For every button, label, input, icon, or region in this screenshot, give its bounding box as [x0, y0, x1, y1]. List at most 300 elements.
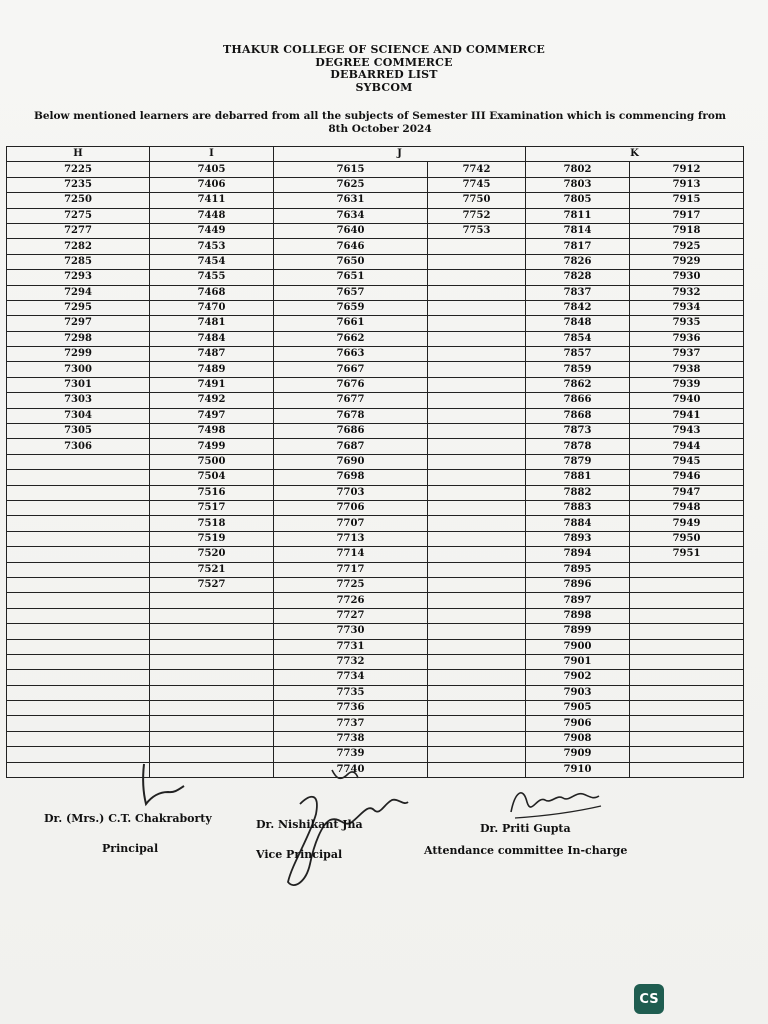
table-cell: 7859 — [526, 362, 630, 377]
table-cell — [7, 731, 150, 746]
table-row — [7, 701, 744, 716]
table-cell — [428, 685, 526, 700]
table-cell — [7, 531, 150, 546]
table-cell: 7453 — [150, 239, 274, 254]
table-cell: 7894 — [526, 547, 630, 562]
table-row — [7, 485, 744, 500]
table-cell: 7499 — [150, 439, 274, 454]
table-cell: 7947 — [630, 485, 744, 500]
table-cell: 7929 — [630, 254, 744, 269]
table-cell — [428, 716, 526, 731]
table-cell: 7873 — [526, 424, 630, 439]
table-cell — [428, 624, 526, 639]
table-row — [7, 608, 744, 623]
table-cell: 7661 — [274, 316, 428, 331]
table-body — [7, 162, 744, 778]
table-cell: 7814 — [526, 223, 630, 238]
table-cell: 7235 — [7, 177, 150, 192]
table-cell: 7406 — [150, 177, 274, 192]
table-cell — [7, 485, 150, 500]
table-cell: 7805 — [526, 193, 630, 208]
table-cell — [7, 624, 150, 639]
table-cell — [428, 701, 526, 716]
table-cell — [428, 454, 526, 469]
table-cell: 7659 — [274, 300, 428, 315]
table-cell — [428, 516, 526, 531]
table-cell: 7868 — [526, 408, 630, 423]
principal-title: Principal — [102, 842, 159, 855]
table-cell: 7909 — [526, 747, 630, 762]
table-cell: 7900 — [526, 639, 630, 654]
table-row — [7, 654, 744, 669]
table-cell — [428, 439, 526, 454]
table-cell: 7902 — [526, 670, 630, 685]
table-cell: 7498 — [150, 424, 274, 439]
class-name: SYBCOM — [355, 80, 413, 94]
table-cell — [428, 747, 526, 762]
table-cell: 7304 — [7, 408, 150, 423]
table-cell: 7742 — [428, 162, 526, 177]
column-header-j: J — [274, 147, 526, 162]
table-cell: 7484 — [150, 331, 274, 346]
table-cell — [7, 608, 150, 623]
table-row — [7, 577, 744, 592]
table-cell: 7903 — [526, 685, 630, 700]
table-cell: 7950 — [630, 531, 744, 546]
table-cell — [7, 454, 150, 469]
table-cell: 7882 — [526, 485, 630, 500]
table-cell: 7932 — [630, 285, 744, 300]
table-cell — [7, 516, 150, 531]
attendance-incharge-signature — [505, 782, 605, 824]
column-header-h: H — [7, 147, 150, 162]
table-cell: 7481 — [150, 316, 274, 331]
college-name: THAKUR COLLEGE OF SCIENCE AND COMMERCE — [222, 43, 546, 56]
table-cell: 7881 — [526, 470, 630, 485]
table-cell: 7663 — [274, 347, 428, 362]
table-cell — [428, 239, 526, 254]
table-cell: 7817 — [526, 239, 630, 254]
table-cell — [150, 670, 274, 685]
table-cell: 7646 — [274, 239, 428, 254]
table-cell — [630, 747, 744, 762]
table-cell: 7303 — [7, 393, 150, 408]
table-row — [7, 270, 744, 285]
table-cell: 7714 — [274, 547, 428, 562]
table-cell: 7676 — [274, 377, 428, 392]
table-cell — [428, 639, 526, 654]
table-cell — [630, 654, 744, 669]
table-cell: 7937 — [630, 347, 744, 362]
table-cell — [428, 331, 526, 346]
table-cell: 7936 — [630, 331, 744, 346]
table-cell: 7295 — [7, 300, 150, 315]
table-cell: 7905 — [526, 701, 630, 716]
table-cell: 7734 — [274, 670, 428, 685]
table-cell — [7, 639, 150, 654]
table-cell: 7752 — [428, 208, 526, 223]
table-cell: 7930 — [630, 270, 744, 285]
table-cell: 7625 — [274, 177, 428, 192]
table-cell — [428, 500, 526, 515]
table-row — [7, 500, 744, 515]
table-cell: 7504 — [150, 470, 274, 485]
table-cell — [7, 470, 150, 485]
table-cell: 7717 — [274, 562, 428, 577]
table-cell: 7520 — [150, 547, 274, 562]
table-cell: 7735 — [274, 685, 428, 700]
table-cell: 7725 — [274, 577, 428, 592]
table-cell — [150, 701, 274, 716]
table-cell: 7519 — [150, 531, 274, 546]
table-cell: 7753 — [428, 223, 526, 238]
table-cell — [630, 639, 744, 654]
table-row — [7, 377, 744, 392]
table-cell: 7935 — [630, 316, 744, 331]
table-cell: 7405 — [150, 162, 274, 177]
table-cell: 7910 — [526, 762, 630, 777]
table-cell — [428, 424, 526, 439]
attendance-incharge-title: Attendance committee In-charge — [424, 844, 628, 857]
table-row — [7, 762, 744, 777]
table-cell: 7277 — [7, 223, 150, 238]
table-cell: 7948 — [630, 500, 744, 515]
table-cell: 7915 — [630, 193, 744, 208]
table-cell — [428, 547, 526, 562]
table-cell: 7518 — [150, 516, 274, 531]
table-cell: 7690 — [274, 454, 428, 469]
table-cell: 7250 — [7, 193, 150, 208]
table-cell — [7, 685, 150, 700]
table-cell — [630, 670, 744, 685]
table-cell: 7411 — [150, 193, 274, 208]
table-cell: 7837 — [526, 285, 630, 300]
table-row — [7, 531, 744, 546]
table-cell — [428, 254, 526, 269]
table-header-row — [7, 147, 744, 162]
table-cell: 7901 — [526, 654, 630, 669]
table-cell: 7631 — [274, 193, 428, 208]
table-cell: 7517 — [150, 500, 274, 515]
table-cell: 7527 — [150, 577, 274, 592]
principal-name: Dr. (Mrs.) C.T. Chakraborty — [44, 812, 212, 825]
document-header — [0, 44, 768, 94]
table-row — [7, 193, 744, 208]
table-cell: 7917 — [630, 208, 744, 223]
table-cell: 7449 — [150, 223, 274, 238]
table-cell — [7, 547, 150, 562]
table-cell: 7951 — [630, 547, 744, 562]
table-cell: 7299 — [7, 347, 150, 362]
table-cell: 7913 — [630, 177, 744, 192]
table-cell — [630, 624, 744, 639]
table-cell: 7726 — [274, 593, 428, 608]
table-cell: 7940 — [630, 393, 744, 408]
table-cell: 7706 — [274, 500, 428, 515]
table-row — [7, 162, 744, 177]
table-cell: 7943 — [630, 424, 744, 439]
table-cell — [428, 393, 526, 408]
table-cell — [630, 762, 744, 777]
table-cell: 7727 — [274, 608, 428, 623]
table-cell: 7854 — [526, 331, 630, 346]
table-row — [7, 393, 744, 408]
table-cell — [428, 731, 526, 746]
table-cell: 7731 — [274, 639, 428, 654]
table-row — [7, 547, 744, 562]
table-cell — [630, 716, 744, 731]
table-cell — [7, 593, 150, 608]
table-row — [7, 177, 744, 192]
table-cell: 7946 — [630, 470, 744, 485]
camscanner-badge: CS — [634, 984, 664, 1014]
table-cell — [150, 593, 274, 608]
table-cell: 7912 — [630, 162, 744, 177]
table-row — [7, 747, 744, 762]
table-cell — [428, 377, 526, 392]
table-cell: 7306 — [7, 439, 150, 454]
table-cell: 7300 — [7, 362, 150, 377]
table-row — [7, 562, 744, 577]
table-cell: 7740 — [274, 762, 428, 777]
table-cell: 7282 — [7, 239, 150, 254]
table-row — [7, 731, 744, 746]
vice-principal-name: Dr. Nishikant Jha — [256, 818, 363, 831]
table-row — [7, 516, 744, 531]
table-cell: 7811 — [526, 208, 630, 223]
table-cell: 7945 — [630, 454, 744, 469]
table-cell — [7, 654, 150, 669]
table-cell: 7949 — [630, 516, 744, 531]
table-cell: 7468 — [150, 285, 274, 300]
table-row — [7, 685, 744, 700]
table-cell: 7732 — [274, 654, 428, 669]
table-cell: 7667 — [274, 362, 428, 377]
table-row — [7, 316, 744, 331]
table-cell: 7651 — [274, 270, 428, 285]
table-cell — [150, 716, 274, 731]
table-cell: 7492 — [150, 393, 274, 408]
table-cell: 7686 — [274, 424, 428, 439]
table-cell: 7301 — [7, 377, 150, 392]
table-cell: 7938 — [630, 362, 744, 377]
table-cell: 7884 — [526, 516, 630, 531]
table-cell: 7294 — [7, 285, 150, 300]
table-cell: 7454 — [150, 254, 274, 269]
table-cell: 7298 — [7, 331, 150, 346]
table-cell — [150, 731, 274, 746]
table-cell — [428, 593, 526, 608]
debarred-table — [6, 146, 744, 778]
table-cell: 7828 — [526, 270, 630, 285]
table-cell — [630, 608, 744, 623]
table-cell — [428, 408, 526, 423]
table-cell: 7939 — [630, 377, 744, 392]
table-cell — [428, 362, 526, 377]
table-cell: 7521 — [150, 562, 274, 577]
table-row — [7, 593, 744, 608]
table-cell: 7650 — [274, 254, 428, 269]
table-row — [7, 424, 744, 439]
table-row — [7, 716, 744, 731]
table-cell — [428, 485, 526, 500]
table-cell — [428, 608, 526, 623]
table-row — [7, 208, 744, 223]
table-cell: 7470 — [150, 300, 274, 315]
table-cell — [7, 500, 150, 515]
table-cell — [7, 670, 150, 685]
table-cell — [428, 285, 526, 300]
table-cell: 7896 — [526, 577, 630, 592]
table-cell — [630, 701, 744, 716]
table-row — [7, 624, 744, 639]
table-row — [7, 223, 744, 238]
table-cell — [428, 562, 526, 577]
table-cell — [150, 685, 274, 700]
table-cell — [150, 639, 274, 654]
table-cell: 7862 — [526, 377, 630, 392]
table-cell — [428, 670, 526, 685]
table-cell: 7899 — [526, 624, 630, 639]
table-cell — [428, 270, 526, 285]
table-cell — [428, 300, 526, 315]
table-cell — [428, 577, 526, 592]
table-cell — [150, 608, 274, 623]
table-cell: 7275 — [7, 208, 150, 223]
table-cell: 7455 — [150, 270, 274, 285]
table-cell: 7866 — [526, 393, 630, 408]
table-cell — [428, 316, 526, 331]
table-cell: 7857 — [526, 347, 630, 362]
table-cell: 7713 — [274, 531, 428, 546]
table-cell: 7879 — [526, 454, 630, 469]
table-cell: 7491 — [150, 377, 274, 392]
table-row — [7, 347, 744, 362]
table-cell: 7895 — [526, 562, 630, 577]
table-cell: 7707 — [274, 516, 428, 531]
table-cell: 7878 — [526, 439, 630, 454]
table-row — [7, 300, 744, 315]
vice-principal-title: Vice Principal — [256, 848, 343, 861]
table-cell: 7657 — [274, 285, 428, 300]
table-cell — [7, 716, 150, 731]
table-cell: 7848 — [526, 316, 630, 331]
table-row — [7, 239, 744, 254]
degree-name: DEGREE COMMERCE — [315, 55, 453, 69]
table-cell — [150, 654, 274, 669]
table-cell: 7897 — [526, 593, 630, 608]
table-cell: 7730 — [274, 624, 428, 639]
table-cell: 7225 — [7, 162, 150, 177]
table-cell: 7738 — [274, 731, 428, 746]
table-cell: 7497 — [150, 408, 274, 423]
table-cell: 7297 — [7, 316, 150, 331]
table-cell: 7925 — [630, 239, 744, 254]
table-row — [7, 254, 744, 269]
table-cell: 7687 — [274, 439, 428, 454]
table-cell — [7, 577, 150, 592]
table-row — [7, 362, 744, 377]
table-cell: 7500 — [150, 454, 274, 469]
table-cell: 7934 — [630, 300, 744, 315]
table-cell: 7739 — [274, 747, 428, 762]
table-row — [7, 470, 744, 485]
table-cell: 7305 — [7, 424, 150, 439]
table-cell — [630, 562, 744, 577]
table-cell: 7737 — [274, 716, 428, 731]
table-cell — [150, 747, 274, 762]
table-row — [7, 639, 744, 654]
table-row — [7, 670, 744, 685]
table-cell: 7516 — [150, 485, 274, 500]
list-title: DEBARRED LIST — [330, 68, 438, 81]
table-cell: 7489 — [150, 362, 274, 377]
table-cell — [7, 747, 150, 762]
table-cell — [428, 762, 526, 777]
table-cell: 7703 — [274, 485, 428, 500]
table-cell: 7883 — [526, 500, 630, 515]
table-cell — [7, 762, 150, 777]
table-cell — [150, 762, 274, 777]
table-cell: 7941 — [630, 408, 744, 423]
table-cell — [428, 531, 526, 546]
column-header-k: K — [526, 147, 744, 162]
table-cell — [428, 654, 526, 669]
table-cell: 7678 — [274, 408, 428, 423]
attendance-incharge-name: Dr. Priti Gupta — [480, 822, 571, 835]
debarred-notice: Below mentioned learners are debarred from all the subjects of Semester III Examination which is commencing from 8th October 2024 — [33, 110, 727, 135]
table-cell: 7750 — [428, 193, 526, 208]
table-cell: 7802 — [526, 162, 630, 177]
table-cell — [7, 701, 150, 716]
table-cell — [150, 624, 274, 639]
table-cell: 7898 — [526, 608, 630, 623]
table-row — [7, 439, 744, 454]
table-row — [7, 454, 744, 469]
table-cell: 7906 — [526, 716, 630, 731]
table-cell: 7285 — [7, 254, 150, 269]
table-row — [7, 331, 744, 346]
table-cell: 7918 — [630, 223, 744, 238]
table-cell — [630, 685, 744, 700]
table-row — [7, 408, 744, 423]
table-cell: 7677 — [274, 393, 428, 408]
table-cell: 7826 — [526, 254, 630, 269]
table-cell: 7293 — [7, 270, 150, 285]
table-cell — [630, 731, 744, 746]
table-cell: 7487 — [150, 347, 274, 362]
table-cell — [630, 577, 744, 592]
table-cell: 7736 — [274, 701, 428, 716]
table-row — [7, 285, 744, 300]
table-cell: 7448 — [150, 208, 274, 223]
table-cell: 7634 — [274, 208, 428, 223]
table-cell — [428, 470, 526, 485]
table-cell: 7615 — [274, 162, 428, 177]
table-cell — [428, 347, 526, 362]
table-cell: 7803 — [526, 177, 630, 192]
table-cell: 7698 — [274, 470, 428, 485]
table-cell: 7908 — [526, 731, 630, 746]
table-cell: 7745 — [428, 177, 526, 192]
table-cell: 7640 — [274, 223, 428, 238]
table-cell: 7944 — [630, 439, 744, 454]
column-header-i: I — [150, 147, 274, 162]
table-cell — [630, 593, 744, 608]
table-cell: 7893 — [526, 531, 630, 546]
table-cell — [7, 562, 150, 577]
table-cell: 7662 — [274, 331, 428, 346]
